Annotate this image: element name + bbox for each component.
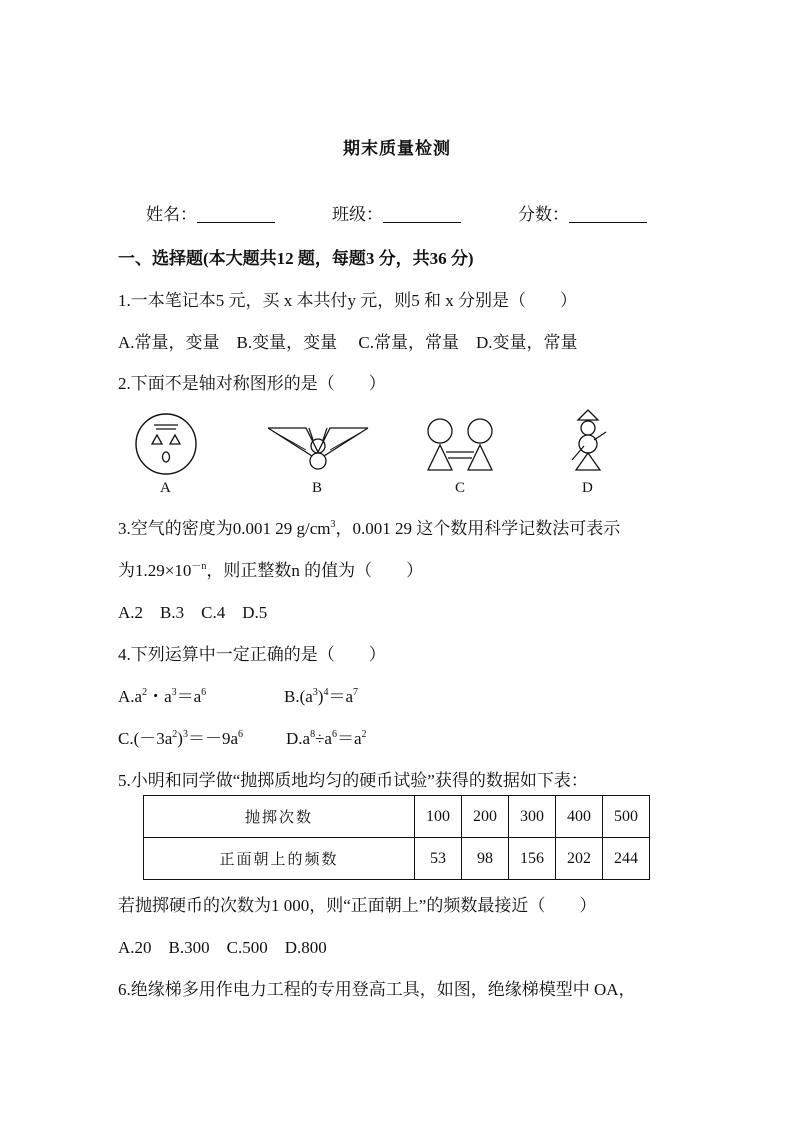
figure-a-face [132, 408, 200, 480]
table-cell: 202 [556, 838, 603, 880]
table-cell: 300 [509, 796, 556, 838]
q4-b-t1: B.(a [284, 687, 313, 706]
q4-c-t2: ) [177, 729, 183, 748]
q5-stem: 5.小明和同学做“抛掷质地均匀的硬币试验”获得的数据如下表： [118, 771, 588, 790]
q4-b-s2: 4 [323, 687, 329, 698]
name-field [146, 200, 275, 225]
q1-options: A.常量，变量 B.变量，变量 C.常量，常量 D.变量，常量 [118, 333, 578, 352]
q5-question: 若抛掷硬币的次数为1 000，则“正面朝上”的频数最接近（ ） [118, 896, 597, 915]
class-blank[interactable] [383, 206, 461, 223]
score-label: 分数： [518, 205, 569, 224]
q5-options: A.20 B.300 C.500 D.800 [118, 938, 327, 957]
q4-c-s1: 2 [172, 729, 178, 740]
q1-stem: 1.一本笔记本5 元，买 x 本共付y 元，则5 和 x 分别是（ ） [118, 291, 577, 310]
q4-a-s3: 6 [201, 687, 207, 698]
q3-text-3: 为1.29×10 [118, 561, 192, 580]
q4-d-s1: 8 [310, 729, 316, 740]
table-cell: 500 [603, 796, 650, 838]
q4-option-a [118, 682, 206, 707]
q4-option-d [286, 724, 367, 749]
q4-a-t1: A.a [118, 687, 143, 706]
table-row [144, 796, 650, 838]
q2-stem: 2.下面不是轴对称图形的是（ ） [118, 374, 386, 393]
table-row-head: 抛掷次数 [144, 796, 415, 838]
table-cell: 156 [509, 838, 556, 880]
q4-d-s2: 6 [331, 729, 337, 740]
q3-line1 [118, 514, 620, 539]
figure-label-a: A [160, 480, 171, 496]
q3-sup-1: 3 [330, 519, 336, 530]
q4-option-b [284, 682, 358, 707]
class-label: 班级： [332, 205, 383, 224]
table-cell: 400 [556, 796, 603, 838]
table-cell: 53 [415, 838, 462, 880]
table-cell: 100 [415, 796, 462, 838]
q4-a-s2: 3 [171, 687, 177, 698]
q4-option-c [118, 724, 243, 749]
q3-text-1: 3.空气的密度为0.001 29 g/cm [118, 519, 331, 538]
q4-c-s2: 3 [182, 729, 188, 740]
figure-label-c: C [455, 480, 466, 496]
q4-c-t1: C.(－3a [118, 729, 173, 748]
figure-label-d: D [582, 480, 593, 496]
figure-d-snowman [566, 408, 610, 480]
score-blank[interactable] [569, 206, 647, 223]
q4-c-t3: ＝－9a [187, 729, 239, 748]
q4-a-s1: 2 [142, 687, 148, 698]
name-label: 姓名： [146, 205, 197, 224]
q4-c-s3: 6 [238, 729, 244, 740]
q4-a-t2: ・a [147, 687, 172, 706]
q4-d-t3: ＝a [336, 729, 362, 748]
figure-label-b: B [312, 480, 323, 496]
q4-a-t3: ＝a [176, 687, 202, 706]
q4-d-t2: ÷a [315, 729, 332, 748]
figure-c-pair [424, 408, 496, 480]
q3-sup-2: －n [191, 561, 207, 572]
q3-text-4: ，则正整数n 的值为（ ） [206, 561, 424, 580]
score-field [518, 200, 647, 225]
q4-stem: 4.下列运算中一定正确的是（ ） [118, 645, 386, 664]
q4-b-s3: 7 [353, 687, 359, 698]
section-heading: 一、选择题(本大题共12 题，每题3 分，共36 分) [118, 249, 474, 268]
coin-toss-table [143, 795, 650, 880]
table-cell: 98 [462, 838, 509, 880]
name-blank[interactable] [197, 206, 275, 223]
page-title: 期末质量检测 [343, 139, 451, 158]
table-row-head: 正面朝上的频数 [144, 838, 415, 880]
q3-text-2: ，0.001 29 这个数用科学记数法可表示 [335, 519, 621, 538]
table-cell: 244 [603, 838, 650, 880]
q4-b-s1: 3 [312, 687, 318, 698]
q6-stem: 6.绝缘梯多用作电力工程的专用登高工具，如图，绝缘梯模型中 OA， [118, 980, 636, 999]
q3-options: A.2 B.3 C.4 D.5 [118, 603, 268, 622]
q4-b-t2: ) [317, 687, 324, 706]
q4-b-t3: ＝a [328, 687, 354, 706]
table-cell: 200 [462, 796, 509, 838]
q4-d-s3: 2 [361, 729, 367, 740]
q4-d-t1: D.a [286, 729, 311, 748]
class-field [332, 200, 461, 225]
q3-line2 [118, 556, 423, 581]
table-row [144, 838, 650, 880]
figure-b-wings [266, 408, 370, 480]
